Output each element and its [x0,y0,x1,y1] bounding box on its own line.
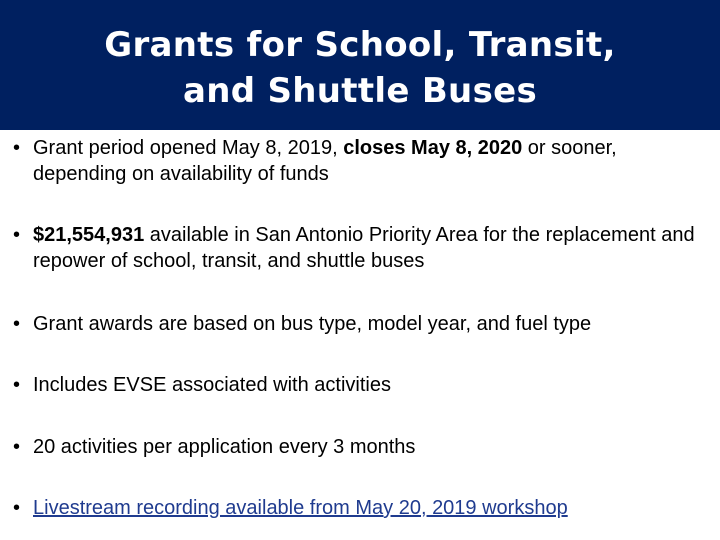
slide-header [0,0,720,130]
bullet-text [33,495,713,521]
bullet-text-bold: closes May 8, 2020 [343,137,523,159]
bullet-item-grant-awards [13,311,713,337]
bullet-icon: • [13,497,21,519]
bullet-text: 20 activities per application every 3 months [33,436,416,458]
bullet-text: Grant awards are based on bus type, model year, and fuel type [33,313,592,335]
bullet-text-part: or sooner, depending on availability of funds [33,137,617,185]
bullet-text-part: Grant period opened May 8, 2019, [33,137,344,159]
bullet-item-livestream [13,495,713,521]
slide-title [104,16,615,114]
bullet-icon: • [13,313,21,335]
bullet-icon: • [13,436,21,458]
bullet-item-available-funds [13,222,713,274]
bullet-text [33,222,713,274]
bullet-icon: • [13,374,21,396]
bullet-item-evse [13,372,713,398]
bullet-item-activities [13,434,713,460]
bullet-item-grant-period [13,135,713,187]
slide-title-line-2: and Shuttle Buses [182,71,538,111]
livestream-link[interactable]: Livestream recording available from May 20, 2019 workshop [33,497,568,519]
bullet-text-bold: $21,554,931 [33,224,145,246]
slide-title-line-1: Grants for School, Transit, [104,25,616,65]
bullet-text: Includes EVSE associated with activities [33,374,391,396]
bullet-icon: • [13,137,21,159]
bullet-icon: • [13,224,21,246]
bullet-text-part: available in San Antonio Priority Area for the replacement and repower of school, transit, and shuttle buses [33,224,695,272]
bullet-text [33,135,713,187]
